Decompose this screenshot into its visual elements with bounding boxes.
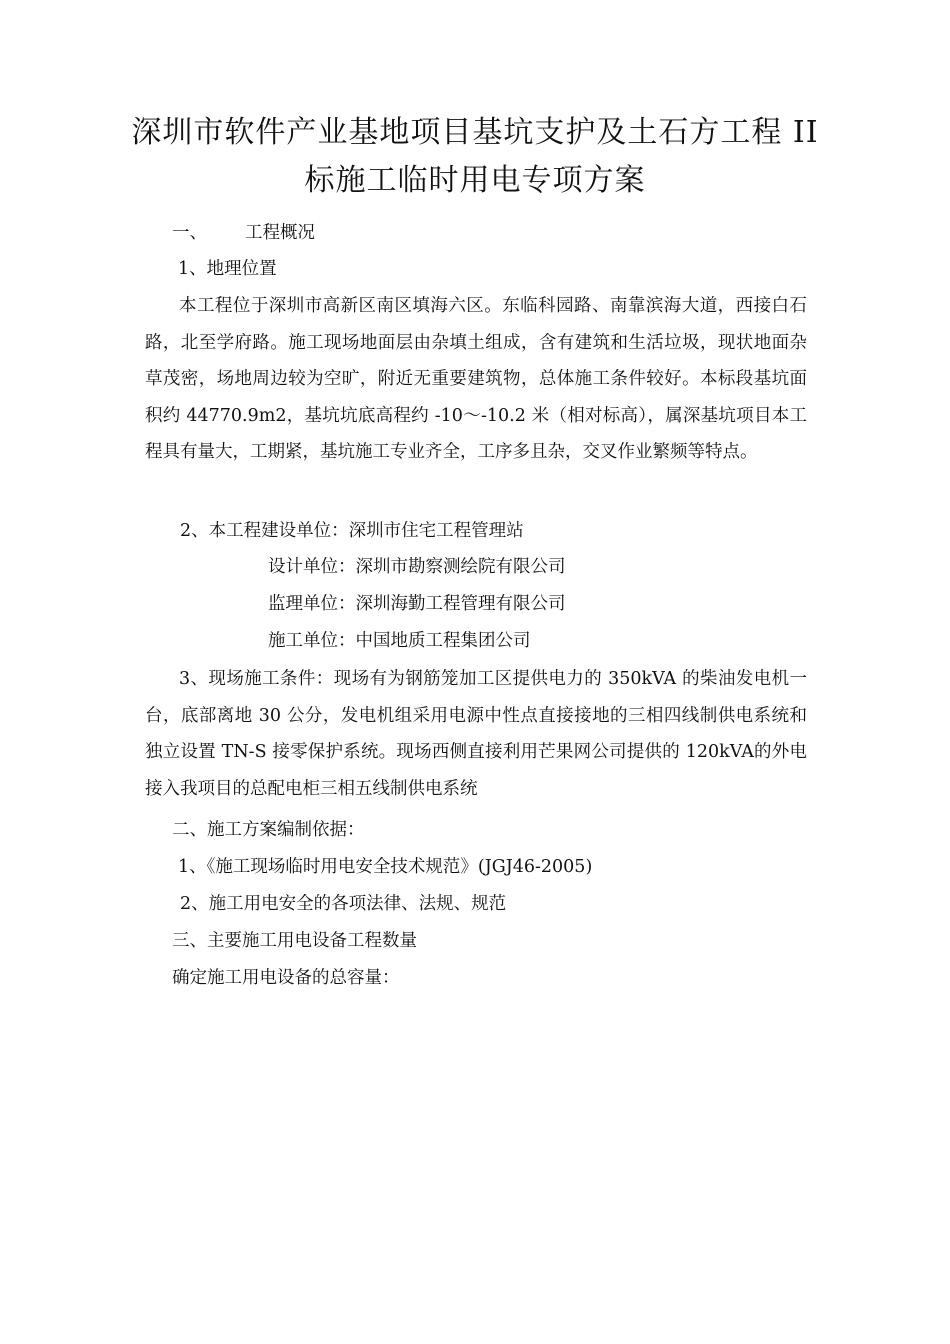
paragraph-site-conditions: 3、现场施工条件：现场有为钢筋笼加工区提供电力的 350kVA 的柴油发电机一台，底部离地 30 公分，发电机组采用电源中性点直接接地的三相四线制供电系统和独立设置 TN-S 接零保护系统。现场西侧直接利用芒果网公司提供的 120kVA的外电接入我项目的总配电柜三相五线制供电系统: [145, 669, 807, 799]
document-title-line-2: 标施工临时用电专项方案: [304, 163, 646, 198]
construction-unit: 施工单位：中国地质工程集团公司: [268, 631, 531, 651]
section-1-title: 工程概况: [245, 223, 315, 243]
document-title-line-1: 深圳市软件产业基地项目基坑支护及土石方工程 II: [131, 115, 819, 150]
section-1-number: 一、: [172, 223, 207, 243]
basis-item-1: 1、《施工现场临时用电安全技术规范》(JGJ46-2005): [178, 857, 593, 877]
basis-item-2: 2、施工用电安全的各项法律、法规、规范: [180, 894, 507, 914]
section-2-heading: 二、施工方案编制依据：: [172, 820, 365, 840]
owner-unit: 2、本工程建设单位：深圳市住宅工程管理站: [180, 521, 524, 541]
supervision-unit: 监理单位：深圳海勤工程管理有限公司: [268, 594, 566, 614]
section-1-heading: [172, 220, 315, 246]
design-unit: 设计单位：深圳市勘察测绘院有限公司: [268, 557, 566, 577]
section-3-text: 确定施工用电设备的总容量：: [172, 968, 400, 988]
subsection-location: 1、地理位置: [178, 259, 277, 279]
paragraph-location: 本工程位于深圳市高新区南区填海六区。东临科园路、南靠滨海大道，西接白石路，北至学府路。施工现场地面层由杂填土组成，含有建筑和生活垃圾，现状地面杂草茂密，场地周边较为空旷，附近无重要建筑物，总体施工条件较好。本标段基坑面积约 44770.9m2，基坑坑底高程约 -10～-10.2 米（相对标高），属深基坑项目本工程具有量大，工期紧，基坑施工专业齐全，工序多且杂，交叉作业繁频等特点。: [145, 296, 807, 463]
section-3-heading: 三、主要施工用电设备工程数量: [172, 931, 417, 951]
